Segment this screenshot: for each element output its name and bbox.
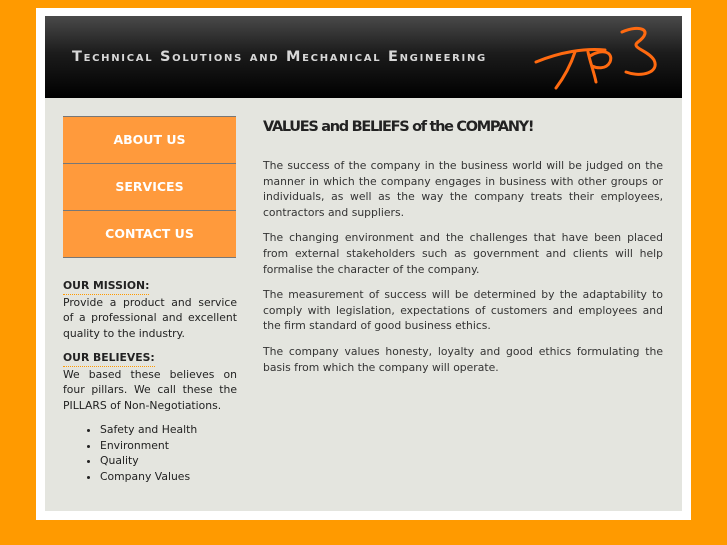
pillars-list bbox=[63, 422, 237, 484]
page-title: VALUES and BELIEFS of the COMPANY! bbox=[263, 119, 534, 135]
list-item: • Quality bbox=[100, 453, 237, 469]
mission-text: Provide a product and service of a professional and excellent quality to the industry. bbox=[63, 295, 237, 340]
nav-contact-us[interactable]: CONTACT US bbox=[63, 210, 236, 258]
paragraph: The measurement of success will be determined by the adaptability to comply with legislation, expectations of customers and employees and the firm standard of good business ethics. bbox=[263, 288, 663, 333]
nav-about-us[interactable]: ABOUT US bbox=[63, 116, 236, 163]
paragraph: The company values honesty, loyalty and good ethics formulating the basis from which the company will operate. bbox=[263, 344, 663, 374]
believes-text: We based these believes on four pillars. We call these the PILLARS of Non-Negotiations. bbox=[63, 367, 237, 412]
list-item: • Company Values bbox=[100, 469, 237, 485]
nav-services[interactable]: SERVICES bbox=[63, 163, 236, 210]
paragraph: The changing environment and the challenges that have been placed from external stakeholders such as government and clients will help formalise the character of the company. bbox=[263, 231, 663, 276]
list-item: • Safety and Health bbox=[100, 422, 237, 438]
main-content bbox=[263, 118, 663, 385]
believes-heading: OUR BELIEVES: bbox=[63, 350, 155, 367]
site-title: Technical Solutions and Mechanical Engineering bbox=[72, 49, 487, 65]
tps-logo-icon[interactable] bbox=[530, 22, 665, 94]
main-nav bbox=[63, 116, 236, 258]
paragraph: The success of the company in the business world will be judged on the manner in which the company engages in business with other groups or individuals, as well as the way the company treats their employees, contractors and suppliers. bbox=[263, 159, 663, 219]
mission-heading: OUR MISSION: bbox=[63, 278, 149, 295]
list-item: • Environment bbox=[100, 438, 237, 454]
sidebar bbox=[63, 278, 237, 484]
